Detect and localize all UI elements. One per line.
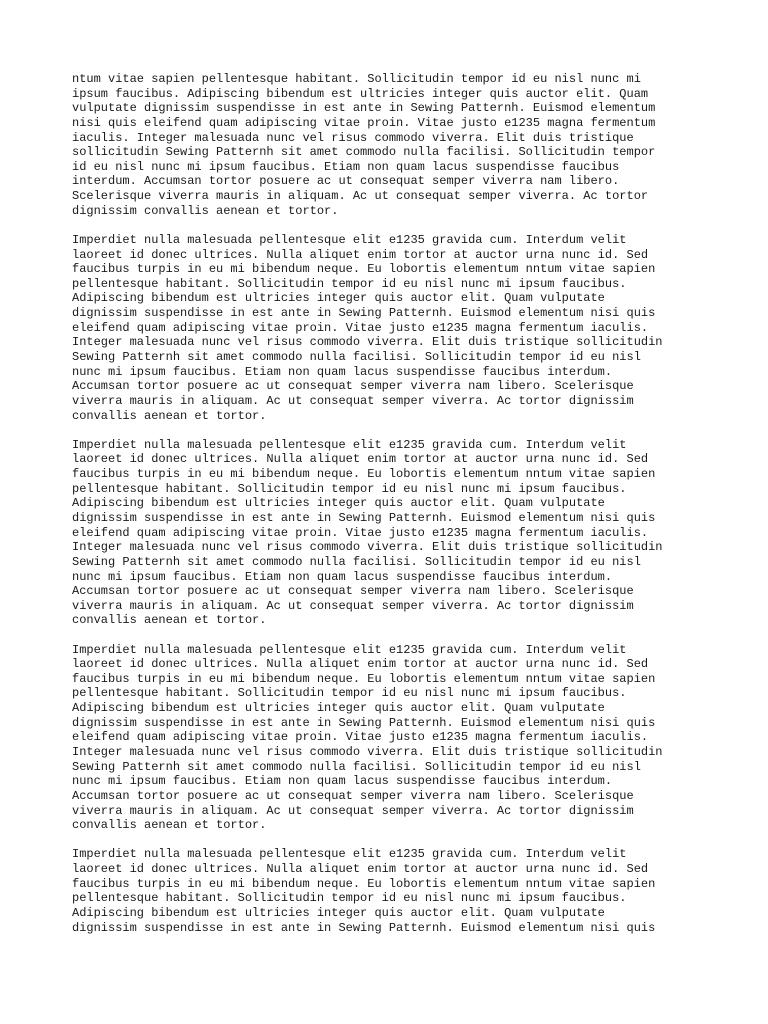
- paragraph: [72, 847, 696, 935]
- text-line: convallis aenean et tortor.: [72, 613, 267, 628]
- paragraph: [72, 438, 696, 628]
- text-line: nunc mi ipsum faucibus. Etiam non quam lacus suspendisse faucibus interdum.: [72, 569, 613, 584]
- text-line: Sewing Patternh sit amet commodo nulla facilisi. Sollicitudin tempor id eu nisl: [72, 759, 641, 774]
- text-line: dignissim suspendisse in est ante in Sewing Patternh. Euismod elementum nisi quis: [72, 715, 656, 730]
- text-line: Adipiscing bibendum est ultricies integer quis auctor elit. Quam vulputate: [72, 701, 605, 716]
- text-line: viverra mauris in aliquam. Ac ut consequat semper viverra. Ac tortor dignissim: [72, 803, 634, 818]
- text-line: Imperdiet nulla malesuada pellentesque elit e1235 gravida cum. Interdum velit: [72, 437, 627, 452]
- text-line: laoreet id donec ultrices. Nulla aliquet enim tortor at auctor urna nunc id. Sed: [72, 247, 649, 262]
- text-line: Accumsan tortor posuere ac ut consequat semper viverra nam libero. Scelerisque: [72, 584, 634, 599]
- text-line: laoreet id donec ultrices. Nulla aliquet enim tortor at auctor urna nunc id. Sed: [72, 657, 649, 672]
- text-line: eleifend quam adipiscing vitae proin. Vitae justo e1235 magna fermentum iaculis.: [72, 320, 649, 335]
- text-line: Imperdiet nulla malesuada pellentesque elit e1235 gravida cum. Interdum velit: [72, 232, 627, 247]
- text-line: viverra mauris in aliquam. Ac ut consequat semper viverra. Ac tortor dignissim: [72, 393, 634, 408]
- text-line: dignissim suspendisse in est ante in Sewing Patternh. Euismod elementum nisi quis: [72, 920, 656, 935]
- text-line: faucibus turpis in eu mi bibendum neque. Eu lobortis elementum nntum vitae sapien: [72, 876, 656, 891]
- text-line: laoreet id donec ultrices. Nulla aliquet enim tortor at auctor urna nunc id. Sed: [72, 862, 649, 877]
- text-line: Imperdiet nulla malesuada pellentesque elit e1235 gravida cum. Interdum velit: [72, 642, 627, 657]
- text-line: Scelerisque viverra mauris in aliquam. Ac ut consequat semper viverra. Ac tortor: [72, 189, 649, 204]
- text-line: Integer malesuada nunc vel risus commodo viverra. Elit duis tristique sollicitudin: [72, 540, 663, 555]
- text-line: Integer malesuada nunc vel risus commodo viverra. Elit duis tristique sollicitudin: [72, 335, 663, 350]
- text-line: dignissim suspendisse in est ante in Sewing Patternh. Euismod elementum nisi quis: [72, 510, 656, 525]
- text-line: Accumsan tortor posuere ac ut consequat semper viverra nam libero. Scelerisque: [72, 379, 634, 394]
- text-line: convallis aenean et tortor.: [72, 818, 267, 833]
- text-line: pellentesque habitant. Sollicitudin tempor id eu nisl nunc mi ipsum faucibus.: [72, 686, 627, 701]
- text-line: ipsum faucibus. Adipiscing bibendum est ultricies integer quis auctor elit. Quam: [72, 86, 649, 101]
- text-line: Imperdiet nulla malesuada pellentesque elit e1235 gravida cum. Interdum velit: [72, 847, 627, 862]
- text-line: Adipiscing bibendum est ultricies integer quis auctor elit. Quam vulputate: [72, 496, 605, 511]
- text-line: pellentesque habitant. Sollicitudin tempor id eu nisl nunc mi ipsum faucibus.: [72, 481, 627, 496]
- text-line: id eu nisl nunc mi ipsum faucibus. Etiam non quam lacus suspendisse faucibus: [72, 159, 620, 174]
- text-line: nunc mi ipsum faucibus. Etiam non quam lacus suspendisse faucibus interdum.: [72, 364, 613, 379]
- text-line: Accumsan tortor posuere ac ut consequat semper viverra nam libero. Scelerisque: [72, 788, 634, 803]
- paragraph: [72, 643, 696, 833]
- text-line: Adipiscing bibendum est ultricies integer quis auctor elit. Quam vulputate: [72, 905, 605, 920]
- paragraph: [72, 72, 696, 218]
- text-line: eleifend quam adipiscing vitae proin. Vitae justo e1235 magna fermentum iaculis.: [72, 525, 649, 540]
- text-line: pellentesque habitant. Sollicitudin tempor id eu nisl nunc mi ipsum faucibus.: [72, 276, 627, 291]
- text-line: convallis aenean et tortor.: [72, 408, 267, 423]
- text-line: eleifend quam adipiscing vitae proin. Vitae justo e1235 magna fermentum iaculis.: [72, 730, 649, 745]
- text-line: faucibus turpis in eu mi bibendum neque. Eu lobortis elementum nntum vitae sapien: [72, 671, 656, 686]
- text-line: sollicitudin Sewing Patternh sit amet commodo nulla facilisi. Sollicitudin tempor: [72, 145, 656, 160]
- document-page: [72, 72, 696, 950]
- text-line: nunc mi ipsum faucibus. Etiam non quam lacus suspendisse faucibus interdum.: [72, 774, 613, 789]
- text-line: iaculis. Integer malesuada nunc vel risus commodo viverra. Elit duis tristique: [72, 130, 634, 145]
- text-line: nisi quis eleifend quam adipiscing vitae proin. Vitae justo e1235 magna fermentum: [72, 115, 656, 130]
- text-line: dignissim suspendisse in est ante in Sewing Patternh. Euismod elementum nisi quis: [72, 306, 656, 321]
- text-line: Sewing Patternh sit amet commodo nulla facilisi. Sollicitudin tempor id eu nisl: [72, 350, 641, 365]
- text-line: vulputate dignissim suspendisse in est ante in Sewing Patternh. Euismod elementum: [72, 101, 656, 116]
- text-line: ntum vitae sapien pellentesque habitant. Sollicitudin tempor id eu nisl nunc mi: [72, 72, 641, 86]
- text-line: dignissim convallis aenean et tortor.: [72, 203, 339, 218]
- text-line: interdum. Accumsan tortor posuere ac ut consequat semper viverra nam libero.: [72, 174, 620, 189]
- paragraph: [72, 233, 696, 423]
- text-line: laoreet id donec ultrices. Nulla aliquet enim tortor at auctor urna nunc id. Sed: [72, 452, 649, 467]
- text-line: Sewing Patternh sit amet commodo nulla facilisi. Sollicitudin tempor id eu nisl: [72, 554, 641, 569]
- text-line: viverra mauris in aliquam. Ac ut consequat semper viverra. Ac tortor dignissim: [72, 598, 634, 613]
- text-line: Adipiscing bibendum est ultricies integer quis auctor elit. Quam vulputate: [72, 291, 605, 306]
- text-line: faucibus turpis in eu mi bibendum neque. Eu lobortis elementum nntum vitae sapien: [72, 467, 656, 482]
- text-line: Integer malesuada nunc vel risus commodo viverra. Elit duis tristique sollicitudin: [72, 745, 663, 760]
- text-line: pellentesque habitant. Sollicitudin tempor id eu nisl nunc mi ipsum faucibus.: [72, 891, 627, 906]
- text-line: faucibus turpis in eu mi bibendum neque. Eu lobortis elementum nntum vitae sapien: [72, 262, 656, 277]
